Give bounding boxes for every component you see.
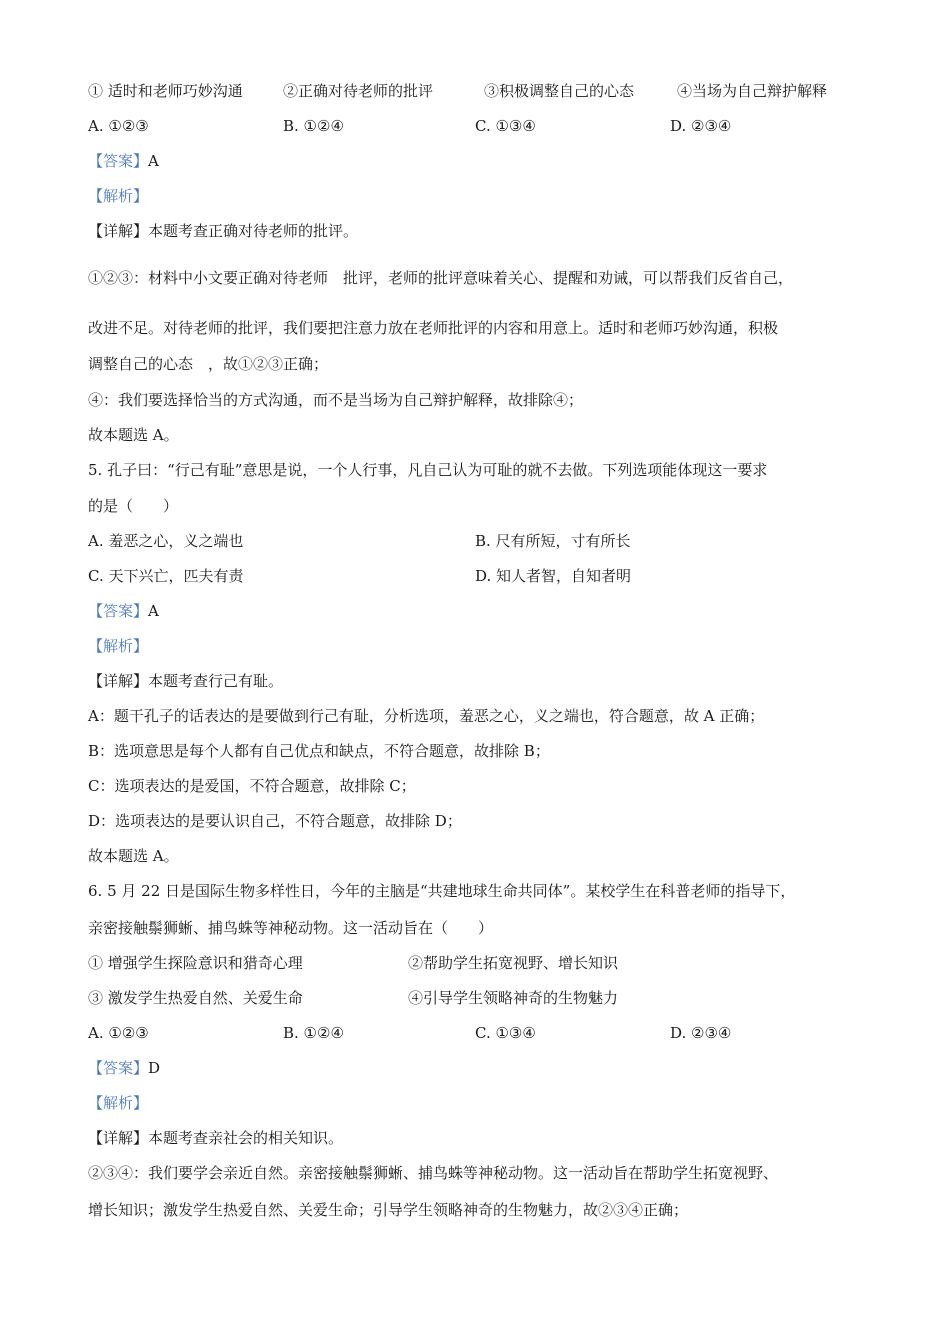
q5-conclusion: 故本题选 A。 [88,847,179,865]
q6-stem-line-1: 6. 5 月 22 日是国际生物多样性日，今年的主脑是“共建地球生命共同体”。某校学生在科普老师的指导下， [88,882,796,900]
q6-answer [88,1058,160,1078]
q6-statement-1: ① 增强学生探险意识和猎奇心理 [88,954,303,972]
q4-choice-b: B. ①②④ [283,117,344,135]
q6-stem-line-2: 亲密接触鬃狮蜥、捕鸟蛛等神秘动物。这一活动旨在（ ） [88,919,494,937]
q6-detail [88,1128,343,1148]
q4-answer [88,151,159,171]
detail-intro: 本题考查亲社会的相关知识。 [148,1129,344,1147]
q4-conclusion: 故本题选 A。 [88,426,179,444]
answer-value: A [148,602,159,620]
answer-tag: 【答案】 [88,1059,149,1077]
q6-detail-line-2: 增长知识；激发学生热爱自然、关爱生命；引导学生领略神奇的生物魅力，故②③④正确； [88,1201,689,1219]
q5-choice-c: C. 天下兴亡，匹夫有责 [88,567,244,585]
q4-choice-c: C. ①③④ [475,117,536,135]
q5-detail-line-2: B：选项意思是每个人都有自己优点和缺点，不符合题意，故排除 B； [88,742,550,760]
q5-stem-line-2: 的是（ ） [88,497,179,515]
q5-detail [88,671,283,691]
q5-detail-line-1: A：题干孔子的话表达的是要做到行己有耻，分析选项，羞恶之心，义之端也，符合题意，故 A 正确； [88,707,765,725]
answer-tag: 【答案】 [88,152,149,170]
q6-statement-4: ④引导学生领略神奇的生物魅力 [408,989,619,1007]
q4-choice-a: A. ①②③ [88,117,149,135]
q4-statement-3: ③积极调整自己的心态 [484,82,635,100]
q4-analysis-tag: 【解析】 [88,187,149,205]
q4-statement-1: ① 适时和老师巧妙沟通 [88,82,243,100]
q5-stem-line-1: 5. 孔子曰：“行己有耻”意思是说，一个人行事，凡自己认为可耻的就不去做。下列选项能体现这一要求 [88,461,768,479]
q4-detail-line-1: ①②③：材料中小文要正确对待老师 批评，老师的批评意味着关心、提醒和劝诫，可以帮我们反省自己， [88,269,794,287]
q5-analysis-tag: 【解析】 [88,637,149,655]
q5-choice-b: B. 尺有所短，寸有所长 [475,532,631,550]
q6-statement-3: ③ 激发学生热爱自然、关爱生命 [88,989,303,1007]
q6-choice-c: C. ①③④ [475,1024,536,1042]
q5-choice-a: A. 羞恶之心，义之端也 [88,532,244,550]
detail-intro: 本题考查正确对待老师的批评。 [148,222,359,240]
q6-detail-line-1: ②③④：我们要学会亲近自然。亲密接触鬃狮蜥、捕鸟蛛等神秘动物。这一活动旨在帮助学生拓宽视野、 [88,1164,779,1182]
q5-detail-line-3: C：选项表达的是爱国，不符合题意，故排除 C； [88,777,416,795]
q4-statement-2: ②正确对待老师的批评 [283,82,434,100]
detail-tag: 【详解】 [88,1129,149,1147]
detail-intro: 本题考查行己有耻。 [148,672,284,690]
q4-detail-line-3: 调整自己的心态 ，故①②③正确； [88,355,329,373]
q6-choice-b: B. ①②④ [283,1024,344,1042]
q4-choice-d: D. ②③④ [670,117,732,135]
q5-answer [88,601,159,621]
q6-statement-2: ②帮助学生拓宽视野、增长知识 [408,954,619,972]
q4-detail [88,221,358,241]
q4-detail-line-2: 改进不足。对待老师的批评，我们要把注意力放在老师批评的内容和用意上。适时和老师巧妙沟通，积极 [88,319,779,337]
detail-tag: 【详解】 [88,222,149,240]
answer-tag: 【答案】 [88,602,149,620]
q6-choice-d: D. ②③④ [670,1024,732,1042]
q5-choice-d: D. 知人者智，自知者明 [475,567,632,585]
q4-statement-4: ④当场为自己辩护解释 [677,82,828,100]
answer-value: A [148,152,159,170]
detail-tag: 【详解】 [88,672,149,690]
answer-value: D [148,1059,161,1077]
q6-choice-a: A. ①②③ [88,1024,149,1042]
q5-detail-line-4: D：选项表达的是要认识自己，不符合题意，故排除 D； [88,812,462,830]
q6-analysis-tag: 【解析】 [88,1094,149,1112]
q4-detail-line-4: ④：我们要选择恰当的方式沟通，而不是当场为自己辩护解释，故排除④； [88,391,584,409]
